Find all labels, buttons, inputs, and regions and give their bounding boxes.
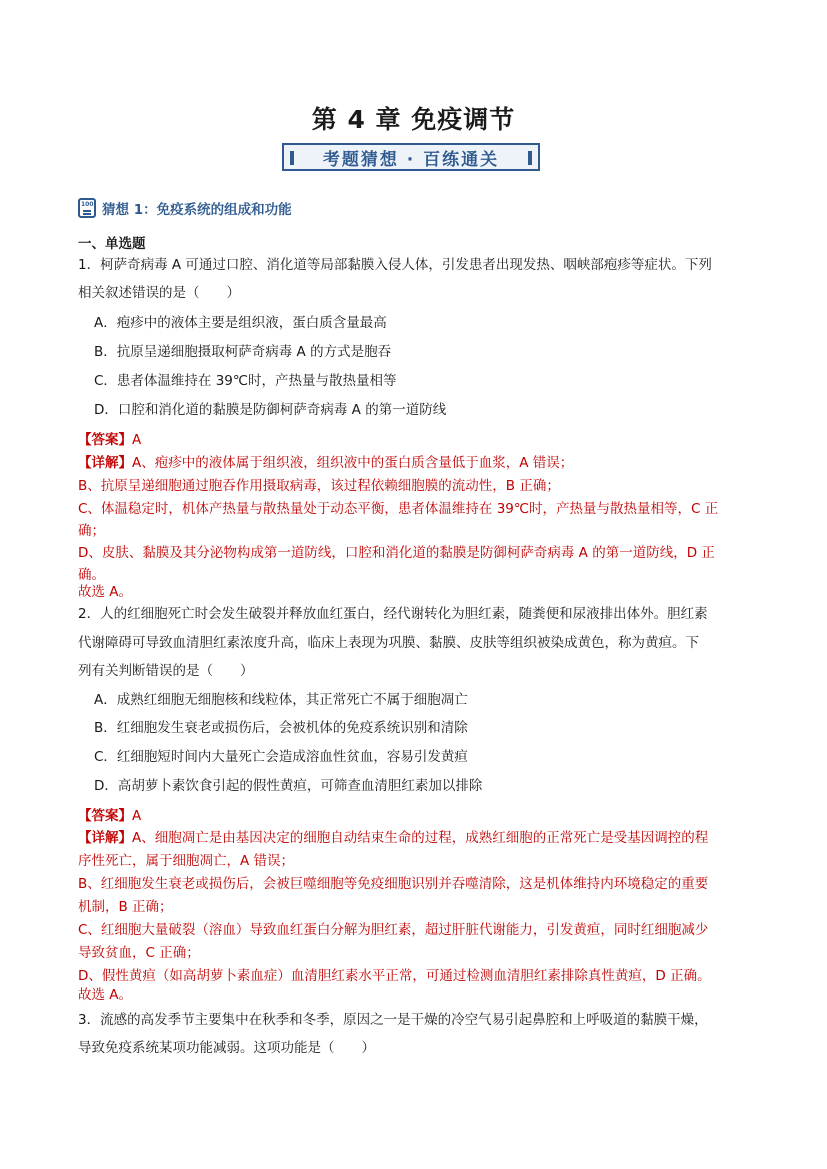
question-2-option-a: A．成熟红细胞无细胞核和线粒体，其正常死亡不属于细胞凋亡: [94, 692, 468, 708]
detail-label: 【详解】: [78, 455, 132, 471]
question-2-answer: [78, 804, 754, 828]
question-1-stem-line-1: 1．柯萨奇病毒 A 可通过口腔、消化道等局部黏膜入侵人体，引发患者出现发热、咽峡部疱疹等症状。下列: [78, 257, 712, 273]
question-1-answer: [78, 428, 754, 452]
question-2-detail-line-2: 序性死亡，属于细胞凋亡，A 错误；: [78, 853, 295, 869]
question-1-detail-line-7: 故选 A。: [78, 584, 133, 600]
answer-value: A: [132, 808, 142, 824]
question-2-option-d: D．高胡萝卜素饮食引起的假性黄疸，可筛查血清胆红素加以排除: [94, 778, 483, 794]
question-1-option-d: D．口腔和消化道的黏膜是防御柯萨奇病毒 A 的第一道防线: [94, 402, 447, 418]
detail-text: A、细胞凋亡是由基因决定的细胞自动结束生命的过程，成熟红细胞的正常死亡是受基因调控的程: [132, 830, 709, 846]
chapter-title: 第 4 章 免疫调节: [311, 105, 516, 134]
question-2-detail-line-4: 机制，B 正确；: [78, 899, 173, 915]
section-heading-text: 猜想 1：免疫系统的组成和功能: [102, 202, 292, 218]
banner: [282, 143, 540, 171]
question-2-option-b: B．红细胞发生衰老或损伤后，会被机体的免疫系统识别和清除: [94, 720, 468, 736]
part-title: 一、单选题: [78, 236, 146, 252]
banner-text: 考题猜想 · 百练通关: [322, 149, 500, 170]
question-1-detail-line-6: 确。: [78, 567, 105, 583]
question-2-detail-line-7: D、假性黄疸（如高胡萝卜素血症）血清胆红素水平正常，可通过检测血清胆红素排除真性黄疸，D 正确。: [78, 968, 711, 984]
question-2-option-c: C．红细胞短时间内大量死亡会造成溶血性贫血，容易引发黄疸: [94, 749, 468, 765]
question-1-option-a: A．疱疹中的液体主要是组织液，蛋白质含量最高: [94, 315, 387, 331]
answer-label: 【答案】: [78, 808, 132, 824]
question-1-detail-line-3: C、体温稳定时，机体产热量与散热量处于动态平衡，患者体温维持在 39℃时，产热量与散热量相等，C 正: [78, 501, 719, 517]
question-2-detail-line-3: B、红细胞发生衰老或损伤后，会被巨噬细胞等免疫细胞识别并吞噬清除，这是机体维持内环境稳定的重要: [78, 876, 709, 892]
answer-value: A: [132, 432, 142, 448]
question-2-stem-line-1: 2．人的红细胞死亡时会发生破裂并释放血红蛋白，经代谢转化为胆红素，随粪便和尿液排出体外。胆红素: [78, 606, 708, 622]
question-1-detail-line-2: B、抗原呈递细胞通过胞吞作用摄取病毒，该过程依赖细胞膜的流动性，B 正确；: [78, 478, 560, 494]
question-1-option-c: C．患者体温维持在 39℃时，产热量与散热量相等: [94, 373, 397, 389]
question-1-detail-line-5: D、皮肤、黏膜及其分泌物构成第一道防线，口腔和消化道的黏膜是防御柯萨奇病毒 A 的第一道防线，D 正: [78, 545, 715, 561]
question-1-stem-line-2: 相关叙述错误的是（ ）: [78, 285, 240, 301]
question-1-option-b: B．抗原呈递细胞摄取柯萨奇病毒 A 的方式是胞吞: [94, 344, 392, 360]
question-1-detail-line-1: [78, 451, 754, 475]
section-heading: [78, 198, 292, 218]
banner-left-bar: [290, 151, 294, 165]
question-3-stem-line-1: 3．流感的高发季节主要集中在秋季和冬季，原因之一是干燥的冷空气易引起鼻腔和上呼吸道的黏膜干燥，: [78, 1012, 708, 1028]
detail-text: A、疱疹中的液体属于组织液，组织液中的蛋白质含量低于血浆，A 错误；: [132, 455, 574, 471]
question-3-stem-line-2: 导致免疫系统某项功能减弱。这项功能是（ ）: [78, 1040, 375, 1056]
answer-label: 【答案】: [78, 432, 132, 448]
detail-label: 【详解】: [78, 830, 132, 846]
question-2-detail-line-6: 导致贫血，C 正确；: [78, 945, 200, 961]
score-icon: [78, 198, 96, 218]
question-2-detail-line-1: [78, 826, 754, 850]
question-2-stem-line-2: 代谢障碍可导致血清胆红素浓度升高，临床上表现为巩膜、黏膜、皮肤等组织被染成黄色，称为黄疸。下: [78, 635, 699, 651]
question-2-detail-line-8: 故选 A。: [78, 987, 133, 1003]
banner-right-bar: [528, 151, 532, 165]
question-2-stem-line-3: 列有关判断错误的是（ ）: [78, 663, 254, 679]
question-1-detail-line-4: 确；: [78, 523, 105, 539]
question-2-detail-line-5: C、红细胞大量破裂（溶血）导致血红蛋白分解为胆红素，超过肝脏代谢能力，引发黄疸，同时红细胞减少: [78, 922, 709, 938]
